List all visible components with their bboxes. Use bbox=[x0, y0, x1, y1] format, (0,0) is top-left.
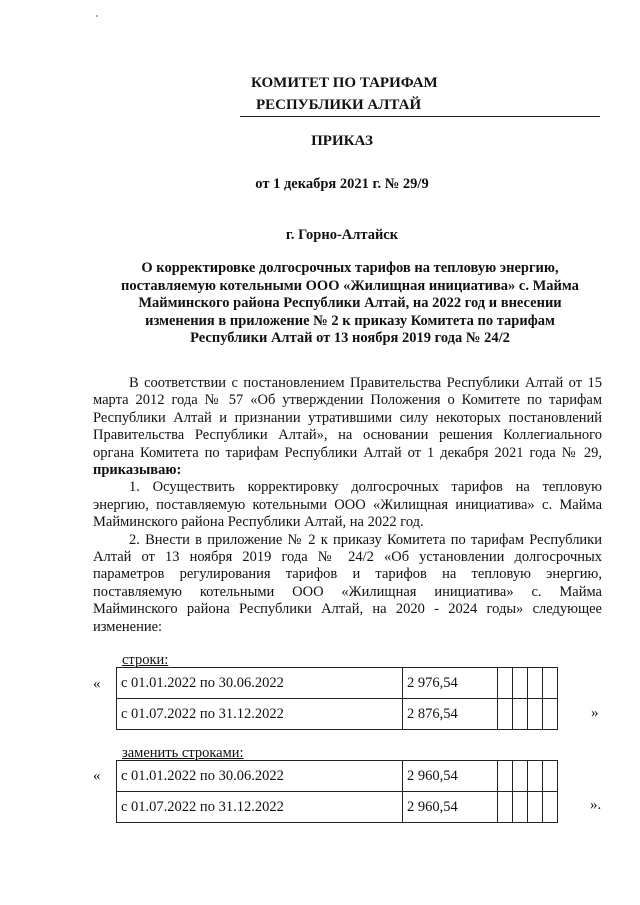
empty-cell bbox=[543, 792, 558, 823]
subject-line: изменения в приложение № 2 к приказу Комитета по тарифам bbox=[145, 312, 555, 329]
subject-line: Майминского района Республики Алтай, на 2022 год и внесении bbox=[138, 295, 562, 312]
period-cell: с 01.07.2022 по 31.12.2022 bbox=[117, 792, 403, 823]
header-rule bbox=[240, 116, 600, 117]
empty-cell bbox=[528, 699, 543, 730]
subject-line: поставляемую котельными ООО «Жилищная инициатива» с. Майма bbox=[121, 277, 579, 294]
table-row bbox=[117, 699, 558, 730]
table-row bbox=[117, 761, 558, 792]
value-cell: 2 876,54 bbox=[403, 699, 498, 730]
doc-date-number: от 1 декабря 2021 г. № 29/9 bbox=[255, 176, 429, 192]
doc-type: ПРИКАЗ bbox=[311, 133, 373, 149]
empty-cell bbox=[513, 761, 528, 792]
preamble-text: В соответствии с постановлением Правительства Республики Алтай от 15 марта 2012 года № 57 «Об утверждении Положения о Комитете по тарифам Республики Алтай и признании утратившими силу некоторых постановлений Правительства Республики Алтай», на основании решения Коллегиального органа Комитета по тарифам Республики Алтай от 1 декабря 2021 года № 29, bbox=[93, 375, 602, 461]
empty-cell bbox=[498, 699, 513, 730]
item-1: 1. Осуществить корректировку долгосрочных тарифов на тепловую энергию, поставляемую котельными ООО «Жилищная инициатива» с. Майма Майминского района Республики Алтай, на 2022 год. bbox=[93, 479, 602, 531]
org-name-line1: КОМИТЕТ ПО ТАРИФАМ bbox=[251, 75, 438, 91]
empty-cell bbox=[513, 668, 528, 699]
doc-subject bbox=[98, 260, 602, 348]
empty-cell bbox=[543, 699, 558, 730]
table-row bbox=[117, 792, 558, 823]
empty-cell bbox=[528, 668, 543, 699]
period-cell: с 01.01.2022 по 30.06.2022 bbox=[117, 668, 403, 699]
scan-speck bbox=[96, 15, 98, 17]
subject-line: Республики Алтай от 13 ноября 2019 года № 24/2 bbox=[190, 330, 510, 347]
empty-cell bbox=[543, 761, 558, 792]
period-cell: с 01.01.2022 по 30.06.2022 bbox=[117, 761, 403, 792]
preamble-paragraph bbox=[93, 375, 602, 479]
value-cell: 2 960,54 bbox=[403, 792, 498, 823]
table-row bbox=[117, 668, 558, 699]
empty-cell bbox=[498, 761, 513, 792]
empty-cell bbox=[543, 668, 558, 699]
empty-cell bbox=[498, 668, 513, 699]
org-name-line2: РЕСПУБЛИКИ АЛТАЙ bbox=[256, 97, 422, 113]
empty-cell bbox=[513, 699, 528, 730]
item-2: 2. Внести в приложение № 2 к приказу Комитета по тарифам Республики Алтай от 13 ноября 2019 года № 24/2 «Об установлении долгосрочных параметров регулирования тарифов и тарифов на тепловую энергию, поставляемую котельными ООО «Жилищная инициатива» с. Майма Майминского района Республики Алтай, на 2020 - 2024 годы» следующее изменение: bbox=[93, 531, 602, 635]
old-close-quote: » bbox=[591, 705, 599, 721]
value-cell: 2 960,54 bbox=[403, 761, 498, 792]
empty-cell bbox=[528, 761, 543, 792]
old-open-quote: « bbox=[93, 676, 101, 692]
new-close-quote: ». bbox=[590, 797, 602, 813]
new-rows-label-text: заменить строками: bbox=[122, 745, 244, 761]
empty-cell bbox=[528, 792, 543, 823]
doc-city: г. Горно-Алтайск bbox=[285, 227, 399, 243]
new-rows-table bbox=[116, 760, 558, 823]
order-word: приказываю: bbox=[93, 462, 182, 479]
new-open-quote: « bbox=[93, 768, 101, 784]
empty-cell bbox=[498, 792, 513, 823]
subject-line: О корректировке долгосрочных тарифов на тепловую энергию, bbox=[141, 260, 559, 276]
empty-cell bbox=[513, 792, 528, 823]
old-rows-table bbox=[116, 667, 558, 730]
old-rows-label-text: строки: bbox=[122, 652, 169, 668]
period-cell: с 01.07.2022 по 31.12.2022 bbox=[117, 699, 403, 730]
value-cell: 2 976,54 bbox=[403, 668, 498, 699]
doc-body bbox=[93, 375, 602, 636]
